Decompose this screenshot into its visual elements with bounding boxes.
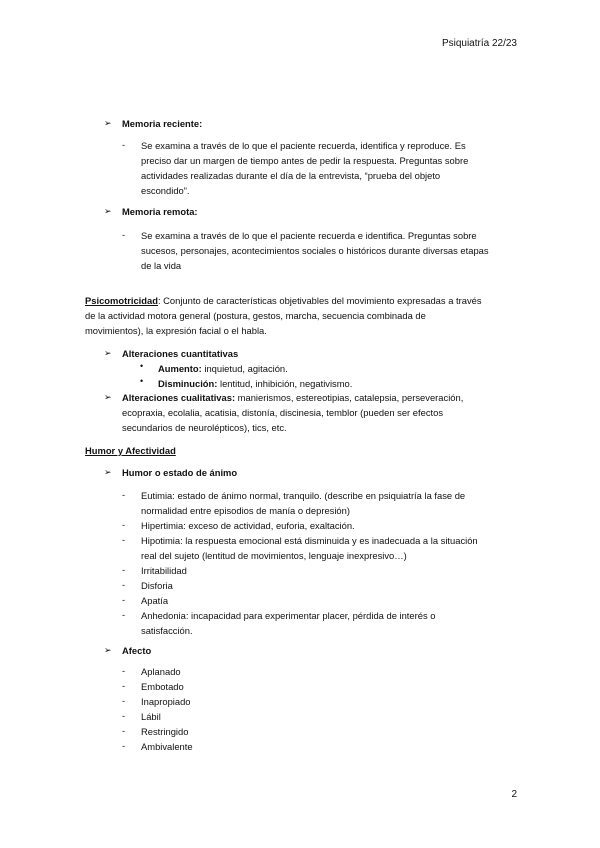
humor-list-item: satisfacción.: [141, 625, 193, 636]
afecto-list-item: Ambivalente: [141, 741, 193, 752]
dash-bullet: -: [122, 665, 126, 676]
afecto-list-item: Restringido: [141, 726, 189, 737]
arrow-bullet-icon: ➢: [104, 645, 112, 655]
dash-bullet: -: [122, 519, 126, 530]
humor-list-item: Apatía: [141, 595, 169, 606]
dash-bullet: -: [122, 534, 126, 545]
memoria-remota-title: Memoria remota:: [122, 206, 198, 217]
afecto-title: Afecto: [122, 645, 152, 656]
page-header: Psiquiatría 22/23: [441, 38, 517, 49]
dash-bullet: -: [122, 725, 126, 736]
memoria-reciente-line: Se examina a través de lo que el paciente recuerda, identifica y reproduce. Es: [141, 140, 466, 151]
psicomotricidad-paragraph: Psicomotricidad: Conjunto de características objetivables del movimiento expresadas a través: [85, 295, 482, 306]
arrow-bullet-icon: ➢: [104, 118, 112, 128]
psicomotricidad-line: movimientos), la expresión facial o el habla.: [85, 325, 267, 336]
humor-list-item: normalidad entre episodios de manía o depresión): [141, 505, 350, 516]
psicomotricidad-line: de la actividad motora general (postura, gestos, marcha, secuencia combinada de: [85, 310, 426, 321]
humor-list-item: Anhedonia: incapacidad para experimentar placer, pérdida de interés o: [141, 610, 436, 621]
arrow-bullet-icon: ➢: [104, 348, 112, 358]
dash-bullet: -: [122, 594, 126, 605]
humor-section-title: Humor y Afectividad: [85, 445, 176, 456]
arrow-bullet-icon: ➢: [104, 206, 112, 216]
dot-bullet: •: [140, 361, 144, 371]
humor-list-item: real del sujeto (lentitud de movimientos, lenguaje inexpresivo…): [141, 550, 407, 561]
humor-estado-title: Humor o estado de ánimo: [122, 467, 238, 478]
afecto-list-item: Embotado: [141, 681, 184, 692]
dash-bullet: -: [122, 609, 126, 620]
memoria-remota-line: sucesos, personajes, acontecimientos sociales o históricos durante diversas etapas: [141, 245, 489, 256]
humor-list-item: Irritabilidad: [141, 565, 187, 576]
afecto-list-item: Lábil: [141, 711, 161, 722]
dash-bullet: -: [122, 579, 126, 590]
psicomotricidad-term: Psicomotricidad: [85, 295, 158, 306]
disminucion-item: Disminución: lentitud, inhibición, negativismo.: [158, 378, 353, 389]
alteraciones-cualitativas-line: secundarios de neurolépticos), tics, etc.: [122, 422, 287, 433]
alteraciones-cualitativas-item: Alteraciones cualitativas: manierismos, estereotipias, catalepsia, perseveración,: [122, 392, 464, 403]
memoria-remota-line: de la vida: [141, 260, 182, 271]
arrow-bullet-icon: ➢: [104, 467, 112, 477]
aumento-item: Aumento: inquietud, agitación.: [158, 363, 288, 374]
afecto-list-item: Inapropiado: [141, 696, 191, 707]
arrow-bullet-icon: ➢: [104, 392, 112, 402]
dash-bullet: -: [122, 564, 126, 575]
dash-bullet: -: [122, 740, 126, 751]
humor-list-item: Disforia: [141, 580, 173, 591]
dash-bullet: -: [122, 710, 126, 721]
memoria-remota-line: Se examina a través de lo que el paciente recuerda e identifica. Preguntas sobre: [141, 230, 477, 241]
memoria-reciente-line: preciso dar un margen de tiempo antes de pedir la respuesta. Preguntas sobre: [141, 155, 469, 166]
alteraciones-cualitativas-line: ecopraxia, ecolalia, acatisia, distonía, discinesia, temblor (pueden ser efectos: [122, 407, 444, 418]
humor-list-item: Hipertimia: exceso de actividad, euforia, exaltación.: [141, 520, 355, 531]
memoria-reciente-title: Memoria reciente:: [122, 118, 203, 129]
memoria-reciente-line: actividades realizadas durante el día de la entrevista, “prueba del objeto: [141, 170, 441, 181]
dot-bullet: •: [140, 376, 144, 386]
afecto-list-item: Aplanado: [141, 666, 181, 677]
humor-list-item: Hipotimia: la respuesta emocional está disminuida y es inadecuada a la situación: [141, 535, 478, 546]
dash-bullet: -: [122, 680, 126, 691]
page-number: 2: [511, 789, 517, 800]
dash-bullet: -: [122, 695, 126, 706]
humor-list-item: Eutimia: estado de ánimo normal, tranquilo. (describe en psiquiatría la fase de: [141, 490, 466, 501]
dash-bullet: -: [122, 489, 126, 500]
dash-bullet: -: [122, 229, 126, 240]
memoria-reciente-line: escondido”.: [141, 185, 190, 196]
dash-bullet: -: [122, 139, 126, 150]
alteraciones-cuantitativas-title: Alteraciones cuantitativas: [122, 348, 239, 359]
